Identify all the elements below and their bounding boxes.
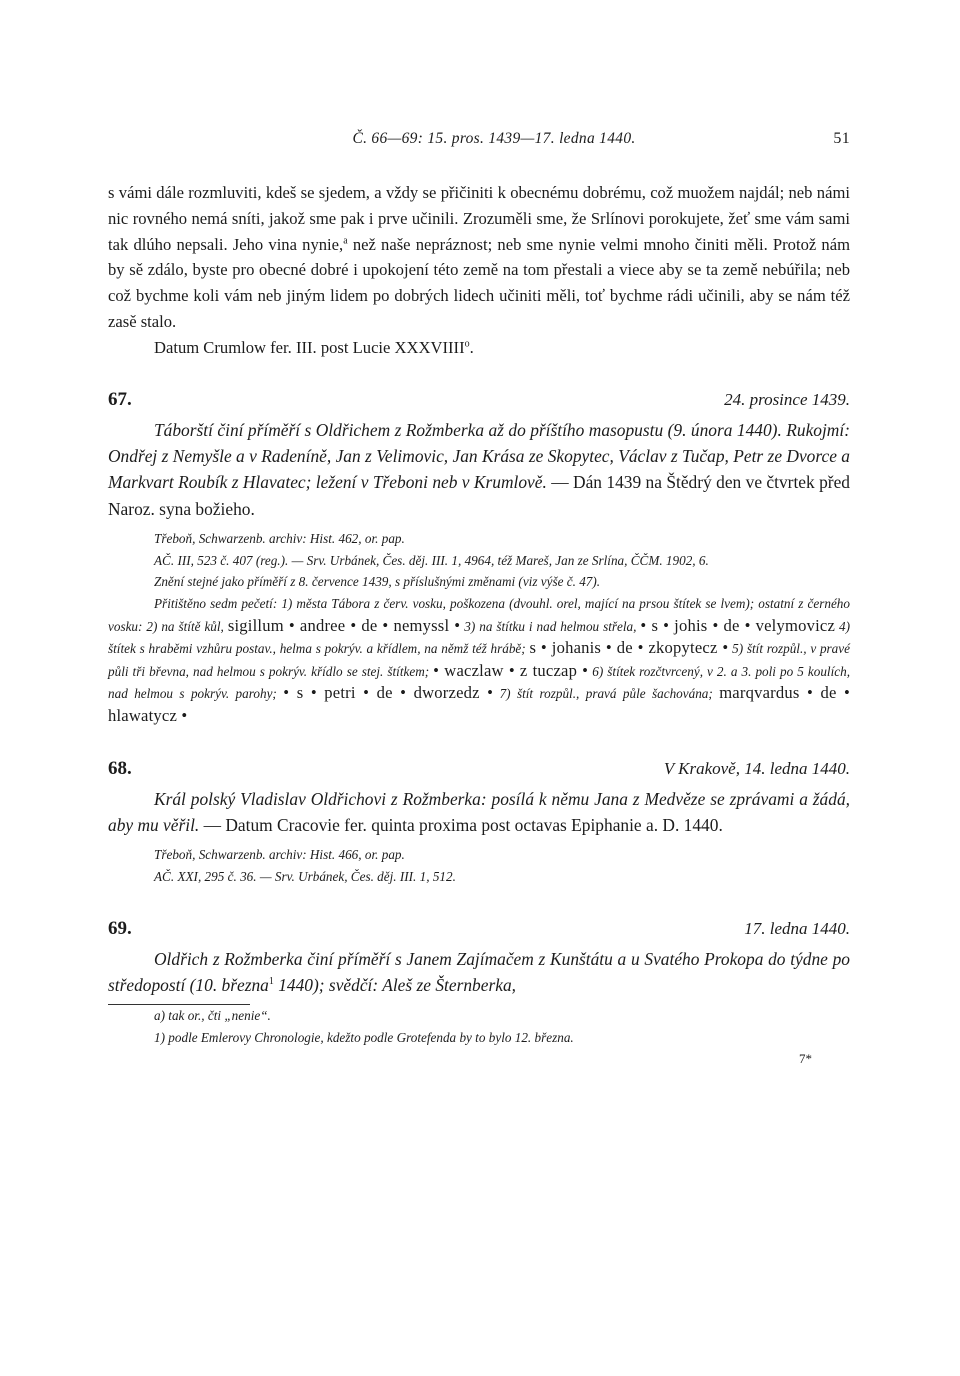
entry-69-number: 69. bbox=[108, 917, 132, 939]
footnote-1: 1) podle Emlerovy Chronologie, kdežto podle Grotefenda by to bylo 12. března. bbox=[154, 1030, 574, 1046]
entry-68-source-1: Třeboň, Schwarzenb. archiv: Hist. 466, or. pap. bbox=[154, 847, 405, 863]
entry-68-date: V Krakově, 14. ledna 1440. bbox=[663, 758, 850, 778]
entry-67-heading bbox=[108, 389, 850, 411]
datum-sup: o bbox=[464, 338, 470, 350]
letter-66-paragraph-rest: než naše nepráznost; neb sme nynie velmi mnoho činiti měli. Protož nám by sě zdálo, byste pro obecné dobré i upokojení této země na tom přestali a viece aby se ta země nebúřila; neb což bychme koli vám neb jiným lidem po dobrých lidech učiniti měli, toť bychme rádi učinili, aby se nám též zasě stalo. bbox=[108, 234, 851, 331]
running-head bbox=[108, 130, 850, 160]
seal-legend-5: • waczlaw • z tuczap • bbox=[433, 660, 589, 680]
entry-67-date: 24. prosince 1439. bbox=[724, 389, 850, 409]
letter-66-datum bbox=[108, 335, 850, 361]
note-mark-a: a bbox=[343, 235, 348, 247]
datum-text: Datum Crumlow fer. III. post Lucie XXXVIIII bbox=[154, 337, 465, 357]
entry-69-regest-italic-end: 1440); svědčí: Aleš ze Šternberka, bbox=[273, 974, 516, 995]
entry-67-source-1: Třeboň, Schwarzenb. archiv: Hist. 462, or. pap. bbox=[154, 531, 405, 547]
entry-69-date: 17. ledna 1440. bbox=[744, 918, 850, 938]
entry-68-regest-plain: — Datum Cracovie fer. quinta proxima post octavas Epiphanie a. D. 1440. bbox=[199, 814, 723, 835]
entry-67-number: 67. bbox=[108, 388, 132, 410]
datum-end: . bbox=[469, 337, 474, 357]
entry-67-seals bbox=[108, 593, 850, 728]
entry-69-heading bbox=[108, 918, 850, 940]
running-head-caption: Č. 66—69: 15. pros. 1439—17. ledna 1440. bbox=[352, 130, 636, 147]
seals-desc-1: Přitištěno sedm pečetí: 1) města Tábora z červ. vosku, poškozena (dvouhl. orel, mající na prsou štítek se lvem); ostatní z černého vosku: 2) na štítě kůl, bbox=[108, 595, 850, 634]
seal-legend-2: sigillum • andree • de • nemyssl • bbox=[227, 615, 461, 635]
entry-68-number: 68. bbox=[108, 757, 132, 779]
page-number: 51 bbox=[833, 130, 850, 147]
entry-68-source-2: AČ. XXI, 295 č. 36. — Srv. Urbánek, Čes. děj. III. 1, 512. bbox=[154, 868, 456, 884]
seals-desc-5: 5) štít rozpůl., v pravé půli tři břevna, nad helmou s pokrýv. křídlo se stej. štítkem; bbox=[108, 641, 850, 679]
seal-legend-3: • s • johis • de • velymovicz bbox=[640, 615, 836, 635]
footnote-a: a) tak or., čti „nenie“. bbox=[154, 1008, 271, 1024]
seals-desc-6: 6) štítek rozčtvrcený, v 2. a 3. poli po 5 koulích, nad helmou s pokrýv. parohy; bbox=[108, 663, 850, 702]
entry-67-source-2: AČ. III, 523 č. 407 (reg.). — Srv. Urbánek, Čes. děj. III. 1, 4964, též Mareš, Jan ze Srlína, ČČM. 1902, 6. bbox=[154, 552, 709, 568]
entry-67-regest bbox=[108, 417, 850, 523]
seals-desc-3: 3) na štítku i nad helmou střela, bbox=[460, 618, 641, 634]
entry-67-source-3: Znění stejné jako příměří z 8. července 1439, s příslušnými změnami (viz výše č. 47). bbox=[154, 574, 601, 590]
letter-66-text bbox=[108, 180, 850, 361]
entry-69-regest-sup: 1 bbox=[268, 976, 274, 988]
seals-desc-7: 7) štít rozpůl., pravá půle šachována; bbox=[493, 686, 720, 702]
entry-67-regest-plain: — Dán 1439 na Štědrý den ve čtvrtek před Naroz. syna božieho. bbox=[108, 472, 850, 519]
entry-68-regest-italic: Král polský Vladislav Oldřichovi z Rožmberka: posílá k němu Jana z Medvěze se zprávami a žádá, aby mu věřil. bbox=[108, 788, 850, 835]
entry-68-regest bbox=[108, 786, 850, 839]
entry-67-regest-italic: Táborští činí příměří s Oldřichem z Rožmberka až do příštího masopustu (9. února 1440). Rukojmí: Ondřej z Nemyšle a v Radeníně, Jan z Velimovic, Jan Krása ze Skopytec, Václav z Tučap, Petr ze Dvorce a Markvart Roubík z Hlavatec; ležení v Třeboni neb v Krumlově. bbox=[108, 419, 850, 493]
seal-legend-7: marqvardus • de • hlawatycz • bbox=[108, 683, 850, 725]
entry-69-regest-italic: Oldřich z Rožmberka činí příměří s Janem Zajímačem z Kunštátu a u Svatého Prokopa do týdne po středopostí (10. března bbox=[108, 948, 850, 995]
gathering-signature: 7* bbox=[799, 1051, 812, 1067]
document-page bbox=[108, 130, 850, 1067]
entry-68-heading bbox=[108, 758, 850, 780]
seals-desc-4: 4) štítek s hraběmi vzhůru postav., helma s pokrýv. a křídlem, na němž též hrábě; bbox=[108, 618, 850, 657]
entry-69-regest bbox=[108, 946, 850, 999]
letter-66-paragraph bbox=[108, 180, 850, 335]
seal-legend-4: s • johanis • de • zkopytecz • bbox=[529, 638, 729, 658]
letter-66-paragraph-text: s vámi dále rozmluviti, kdeš se sjedem, a vždy se přičiniti k obecnému dobrému, což muožem najdál; neb námi nic rovného nemá sníti, jakož sme pak i prve učinili. Zrozuměli sme, že Srlínovi porokujete, žeť sme vám sami tak dlúho nepsali. Jeho vina nynie, bbox=[108, 183, 850, 254]
seal-legend-6: • s • petri • de • dworzedz • bbox=[283, 683, 494, 703]
